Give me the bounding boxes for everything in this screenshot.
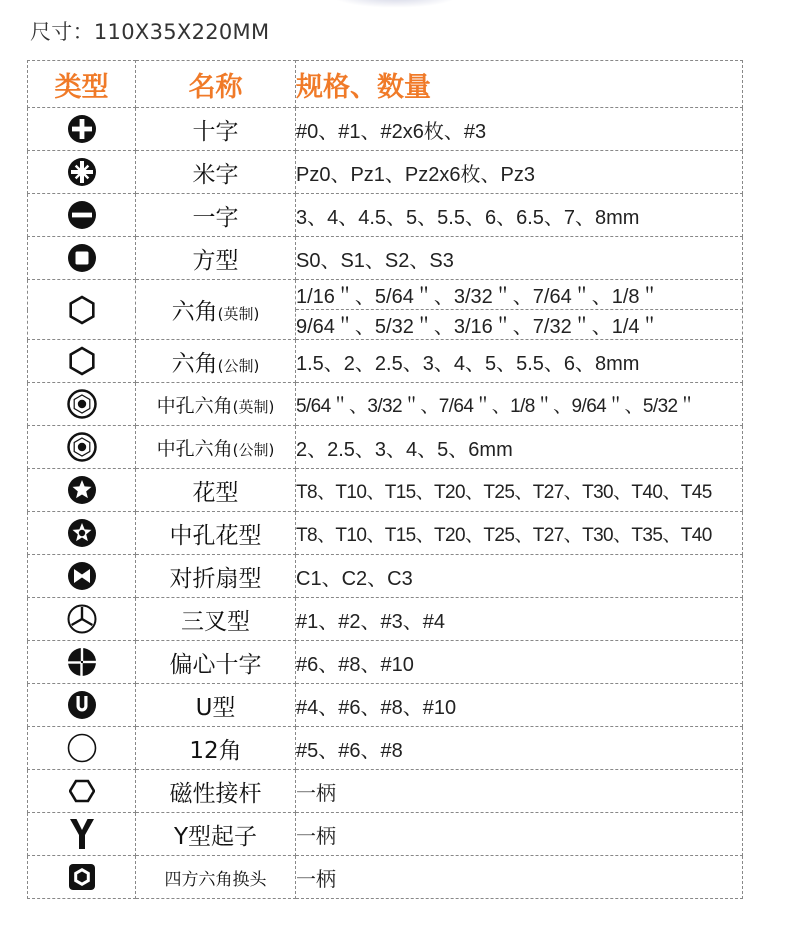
name-cell: 一字 <box>136 194 296 237</box>
type-cell <box>28 684 136 727</box>
offset-cross-icon <box>67 647 97 677</box>
type-cell <box>28 151 136 194</box>
spec-cell: #1、#2、#3、#4 <box>296 598 743 641</box>
name-cell: 中孔花型 <box>136 512 296 555</box>
type-cell <box>28 770 136 813</box>
square-icon <box>67 243 97 273</box>
name-cell <box>136 280 296 340</box>
table-row <box>28 813 743 856</box>
spec-cell: T8、T10、T15、T20、T25、T27、T30、T35、T40 <box>296 512 743 555</box>
spec-cell: 2、2.5、3、4、5、6mm <box>296 426 743 469</box>
spec-cell: 一柄 <box>296 770 743 813</box>
type-cell <box>28 280 136 340</box>
name-sub: (英制) <box>232 397 275 416</box>
type-cell <box>28 856 136 899</box>
decorative-shadow <box>330 0 460 8</box>
table-row <box>28 555 743 598</box>
table-row <box>28 194 743 237</box>
table-row <box>28 770 743 813</box>
spec-cell: Pz0、Pz1、Pz2x6枚、Pz3 <box>296 151 743 194</box>
type-cell <box>28 469 136 512</box>
security-torx-icon <box>67 518 97 548</box>
spec-cell: S0、S1、S2、S3 <box>296 237 743 280</box>
security-hex-icon <box>67 389 97 419</box>
name-cell: 花型 <box>136 469 296 512</box>
name-sub: (公制) <box>217 356 260 375</box>
name-cell: 对折扇型 <box>136 555 296 598</box>
name-cell: 四方六角换头 <box>136 856 296 899</box>
security-hex-icon <box>67 432 97 462</box>
spec-cell: 9/64＂、5/32＂、3/16＂、7/32＂、1/4＂ <box>296 310 743 340</box>
hex-icon <box>67 346 97 376</box>
header-type: 类型 <box>28 61 136 108</box>
table-row <box>28 108 743 151</box>
table-row <box>28 727 743 770</box>
name-cell: Y型起子 <box>136 813 296 856</box>
type-cell <box>28 383 136 426</box>
name-cell: U型 <box>136 684 296 727</box>
spec-cell: 1.5、2、2.5、3、4、5、5.5、6、8mm <box>296 340 743 383</box>
tri-wing-icon <box>67 604 97 634</box>
name-cell: 十字 <box>136 108 296 151</box>
table-row <box>28 151 743 194</box>
phillips-icon <box>67 114 97 144</box>
spec-cell: 一柄 <box>296 856 743 899</box>
table-row <box>28 237 743 280</box>
spec-cell: 1/16＂、5/64＂、3/32＂、7/64＂、1/8＂ <box>296 280 743 310</box>
header-row <box>28 61 743 108</box>
name-main: 六角 <box>171 299 218 325</box>
type-cell <box>28 598 136 641</box>
square-hex-adapter-icon <box>67 862 97 892</box>
name-cell: 磁性接杆 <box>136 770 296 813</box>
name-main: 中孔六角 <box>156 437 233 460</box>
type-cell <box>28 641 136 684</box>
type-cell <box>28 108 136 151</box>
spec-cell: #0、#1、#2x6枚、#3 <box>296 108 743 151</box>
table-row <box>28 856 743 899</box>
spec-cell: 5/64＂、3/32＂、7/64＂、1/8＂、9/64＂、5/32＂ <box>296 383 743 426</box>
name-cell <box>136 340 296 383</box>
type-cell <box>28 512 136 555</box>
spec-cell: C1、C2、C3 <box>296 555 743 598</box>
name-main: 中孔六角 <box>156 394 233 417</box>
type-cell <box>28 340 136 383</box>
pozidriv-icon <box>67 157 97 187</box>
table-row <box>28 684 743 727</box>
table-row <box>28 512 743 555</box>
name-cell <box>136 426 296 469</box>
table-row <box>28 383 743 426</box>
spec-cell: 一柄 <box>296 813 743 856</box>
type-cell <box>28 727 136 770</box>
table-row <box>28 598 743 641</box>
name-cell: 三叉型 <box>136 598 296 641</box>
table-row <box>28 280 743 310</box>
slotted-icon <box>67 200 97 230</box>
type-cell <box>28 194 136 237</box>
table-row <box>28 340 743 383</box>
table-row <box>28 641 743 684</box>
spec-cell: 3、4、4.5、5、5.5、6、6.5、7、8mm <box>296 194 743 237</box>
table-row <box>28 469 743 512</box>
u-type-icon <box>67 690 97 720</box>
header-name: 名称 <box>136 61 296 108</box>
dimensions-label: 尺寸：110X35X220MM <box>30 20 270 44</box>
name-cell <box>136 383 296 426</box>
twelve-point-icon <box>67 733 97 763</box>
type-cell <box>28 237 136 280</box>
table-row <box>28 426 743 469</box>
name-sub: (英制) <box>217 305 260 323</box>
header-spec: 规格、数量 <box>296 61 743 108</box>
spanner-icon <box>67 561 97 591</box>
spec-table <box>27 60 743 899</box>
name-cell: 12角 <box>136 727 296 770</box>
spec-cell: #5、#6、#8 <box>296 727 743 770</box>
hex-icon <box>67 295 97 325</box>
name-main: 六角 <box>171 350 218 377</box>
name-cell: 米字 <box>136 151 296 194</box>
name-cell: 方型 <box>136 237 296 280</box>
spec-cell: #4、#6、#8、#10 <box>296 684 743 727</box>
name-sub: (公制) <box>232 440 275 459</box>
name-cell: 偏心十字 <box>136 641 296 684</box>
spec-cell: T8、T10、T15、T20、T25、T27、T30、T40、T45 <box>296 469 743 512</box>
torx-icon <box>67 475 97 505</box>
magnetic-holder-icon <box>69 779 95 803</box>
type-cell <box>28 426 136 469</box>
spec-cell: #6、#8、#10 <box>296 641 743 684</box>
type-cell <box>28 813 136 856</box>
y-type-icon <box>69 818 95 850</box>
type-cell <box>28 555 136 598</box>
